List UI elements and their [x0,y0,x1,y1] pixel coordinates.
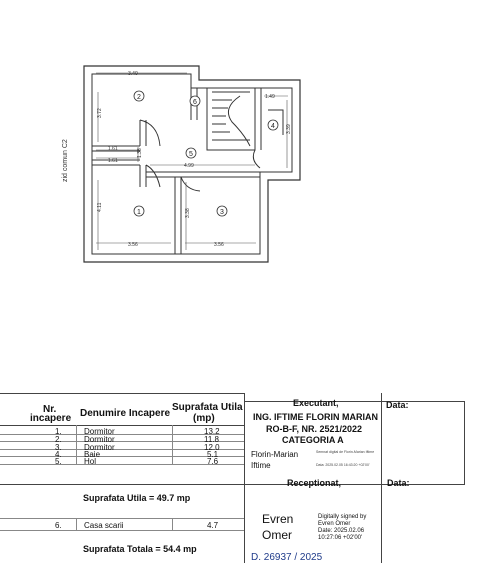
receptionat-title: Receptionat, [287,478,342,488]
executant-title: Executant, [293,398,339,408]
dim-hol-width: 4.99 [184,163,194,169]
dim-room2-height: 3.72 [97,108,103,118]
engineer-name: ING. IFTIME FLORIN MARIAN [253,412,378,422]
engineer-registration: RO-B-F, NR. 2521/2022 [266,424,363,434]
row-name: Hol [84,457,97,466]
row-name: Dormitor [84,427,115,436]
row-area: 13.2 [204,427,220,436]
dim-right-wing: 1.49 [265,94,275,100]
digital-signed-date: Date: 2025.02.06 [318,528,365,534]
header-area-line2: (mp) [193,413,215,424]
row-name: Baie [84,450,101,459]
row-nr: 4. [55,450,62,459]
digital-signed-by: Digitally signed by [318,514,367,520]
dim-room1-height: 4.11 [97,202,103,212]
side-wall-label: zid comun C2 [62,139,69,182]
row-area: 11.8 [204,435,219,444]
header-area-line1: Suprafata Utila [172,402,243,413]
dim-left-upper-a: 1.61 [108,146,118,152]
room-number-1: 1 [137,209,141,216]
row-area: 4.7 [207,521,219,530]
signature-date: Data: 2025.02.05 16:43:20 +02'00' [316,463,370,467]
row-area: 7.6 [207,457,219,466]
row-nr: 1. [55,427,62,436]
dim-top-width: 3.40 [128,71,138,77]
room-number-5: 5 [189,151,193,158]
digital-signed-time: 10:27:06 +02'00' [318,535,363,541]
document-number: D. 26937 / 2025 [251,552,323,563]
engineer-category: CATEGORIA A [282,435,344,445]
subtotal-label: Suprafata Utila = 49.7 mp [83,493,191,503]
room-number-3: 3 [220,209,224,216]
row-area: 12.0 [204,443,220,452]
row-area: 5.1 [207,450,219,459]
room-number-2: 2 [137,94,141,101]
dim-bottom-right: 3.56 [214,242,224,248]
header-name: Denumire Incapere [80,408,171,419]
dim-room3-height: 3.38 [185,208,191,218]
room-number-6: 6 [193,99,197,106]
row-nr: 2. [55,435,62,444]
signature-name-first: Florin-Marian [251,450,299,459]
dim-room4-height: 3.39 [286,124,292,134]
receiver-name-last: Omer [262,528,292,542]
row-name: Dormitor [84,443,115,452]
dim-bottom-left: 3.56 [128,242,138,248]
dim-hol-height: 1.38 [137,148,143,158]
row-nr: 3. [55,443,62,452]
dim-left-upper-b: 1.61 [108,158,118,164]
header-nr-line1: Nr. [43,404,57,415]
row-name: Casa scarii [84,521,124,530]
total-label: Suprafata Totala = 54.4 mp [83,544,197,554]
receptionat-date-label: Data: [387,478,410,488]
receiver-name-first: Evren [262,512,294,526]
row-nr: 6. [55,521,62,530]
room-number-4: 4 [271,123,275,130]
signature-name-last: Iftime [251,461,271,470]
row-nr: 5. [55,457,62,466]
digital-signer: Evren Omer [318,521,351,527]
row-name: Dormitor [84,435,115,444]
signature-note: Semnat digital de Florin-Marian Iftime [316,450,375,454]
executant-date-label: Data: [386,400,409,410]
header-nr-line2: incapere [30,413,72,424]
